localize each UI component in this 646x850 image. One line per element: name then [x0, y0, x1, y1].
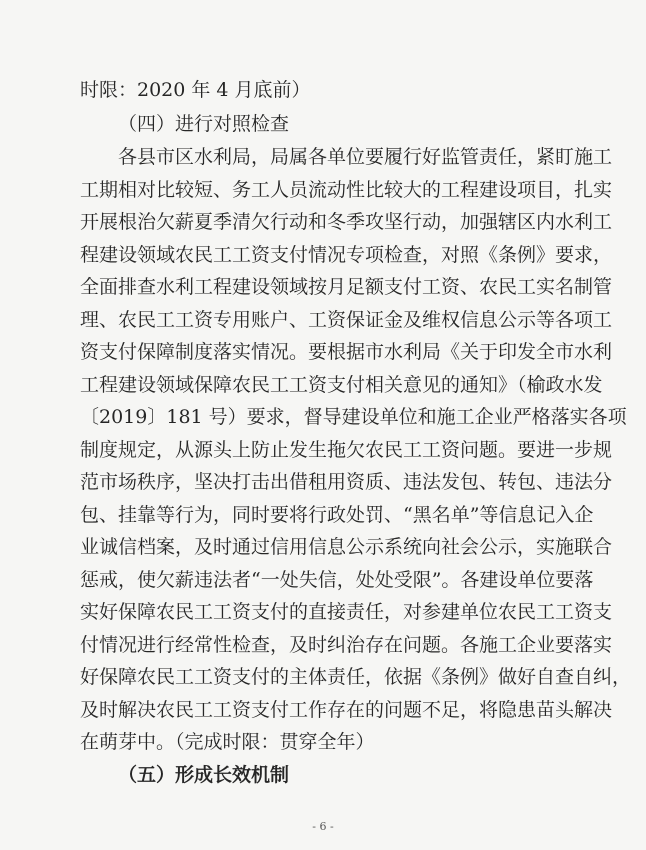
paragraph-line: 工程建设领域保障农民工工资支付相关意见的通知》（榆政水发 — [80, 373, 603, 396]
paragraph-line: 工期相对比较短、务工人员流动性比较大的工程建设项目，扎实 — [80, 178, 613, 201]
paragraph-line: 各县市区水利局，局属各单位要履行好监管责任，紧盯施工 — [118, 146, 613, 168]
section-5-heading: （五）形成长效机制 — [118, 764, 290, 786]
paragraph-line: 在萌芽中。（完成时限：贯穿全年） — [80, 731, 375, 753]
paragraph-line: 全面排查水利工程建设领域按月足额支付工资、农民工实名制管 — [80, 276, 613, 298]
section-4-heading: （四）进行对照检查 — [118, 113, 290, 135]
paragraph-line: 业诚信档案，及时通过信用信息公示系统向社会公示，实施联合 — [80, 536, 613, 558]
paragraph-line: 制度规定，从源头上防止发生拖欠农民工工资问题。要进一步规 — [80, 438, 613, 461]
paragraph-line: 付情况进行经常性检查，及时纠治存在问题。各施工企业要落实 — [80, 633, 613, 656]
paragraph-line: 及时解决农民工工资支付工作存在的问题不足，将隐患苗头解决 — [80, 698, 613, 721]
paragraph-line: 范市场秩序，坚决打击出借租用资质、违法发包、转包、违法分 — [80, 471, 613, 493]
page-number: - 6 - — [312, 820, 334, 833]
paragraph-line: 资支付保障制度落实情况。要根据市水利局《关于印发全市水利 — [80, 341, 613, 363]
paragraph-line: 理、农民工工资专用账户、工资保证金及维权信息公示等各项工 — [80, 308, 613, 331]
paragraph-line: 惩戒，使欠薪违法者“一处失信，处处受限”。各建设单位要落 — [80, 568, 594, 591]
paragraph-line: 包、挂靠等行为，同时要将行政处罚、“黑名单”等信息记入企 — [80, 503, 594, 526]
paragraph-line: 好保障农民工工资支付的主体责任，依据《条例》做好自查自纠， — [80, 666, 632, 688]
paragraph-line: 开展根治欠薪夏季清欠行动和冬季攻坚行动，加强辖区内水利工 — [80, 211, 613, 233]
paragraph-line: 实好保障农民工工资支付的直接责任，对参建单位农民工工资支 — [80, 601, 613, 623]
section-4-body — [80, 141, 632, 759]
paragraph-line: 〔2019〕181 号）要求，督导建设单位和施工企业严格落实各项 — [80, 406, 627, 428]
deadline-line: 时限：2020 年 4 月底前） — [80, 79, 311, 101]
paragraph-line: 程建设领域农民工工资支付情况专项检查，对照《条例》要求， — [80, 243, 613, 266]
